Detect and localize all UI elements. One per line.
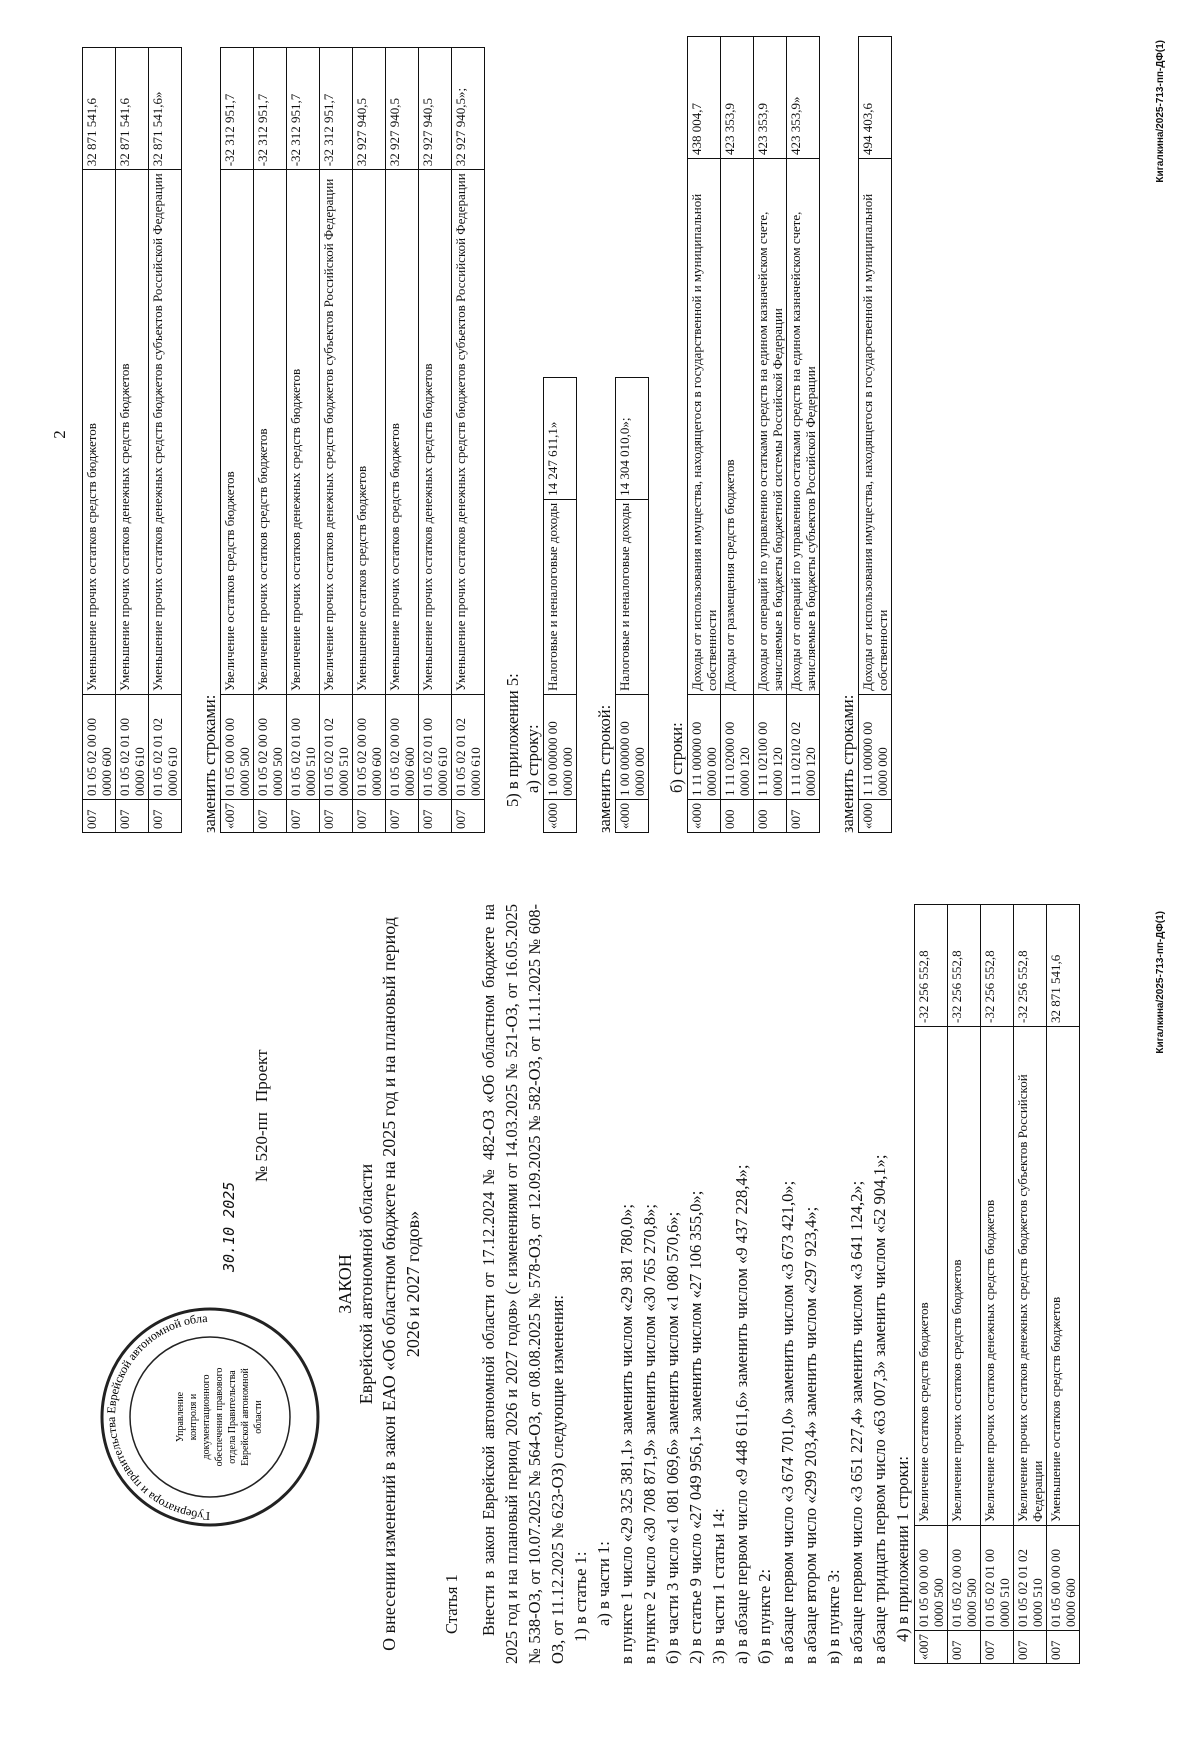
admin-code-cell: 007 — [1014, 1631, 1047, 1664]
description-cell: Доходы от использования имущества, находящегося в государственной и муниципальной собственности — [859, 159, 892, 695]
table-b — [220, 47, 485, 833]
amount-cell: -32 312 951,7 — [287, 48, 320, 170]
table-row — [1014, 905, 1047, 1664]
admin-code-cell: 007 — [981, 1631, 1014, 1664]
admin-code-cell: 007 — [254, 800, 287, 833]
table-row — [419, 48, 452, 833]
amount-cell: -32 312 951,7 — [320, 48, 353, 170]
svg-text:Управление: Управление — [175, 1391, 186, 1443]
budget-code-cell: 01 05 00 00 00 0000 500 — [915, 1526, 948, 1631]
stamp-seal-icon — [95, 1302, 325, 1532]
table-row — [915, 905, 948, 1664]
amendment-item: 4) в приложении 1 строки: — [893, 1456, 912, 1642]
amount-cell: 32 927 940,5 — [419, 48, 452, 170]
page-1 — [0, 871, 1200, 1742]
table-row — [544, 377, 577, 832]
table-row — [859, 37, 892, 833]
budget-code-cell: 01 05 00 00 00 0000 500 — [221, 695, 254, 800]
budget-code-cell: 01 05 02 01 00 0000 610 — [419, 695, 452, 800]
admin-code-cell: «000 — [544, 800, 577, 833]
amendment-list — [569, 904, 914, 1664]
admin-code-cell: 007 — [419, 800, 452, 833]
budget-code-cell: 01 05 02 01 00 0000 510 — [287, 695, 320, 800]
table-row — [787, 37, 820, 833]
table-row — [320, 48, 353, 833]
handwritten-date: 30.10 2025 — [220, 1181, 238, 1272]
amount-cell: 32 871 541,6» — [149, 48, 182, 170]
table-row — [948, 905, 981, 1664]
budget-code-cell: 01 05 02 01 02 0000 510 — [320, 695, 353, 800]
caption-replace-rows: заменить строками: — [200, 694, 219, 833]
table-row — [616, 377, 649, 832]
table-row — [221, 48, 254, 833]
law-title: ЗАКОН — [335, 1254, 355, 1314]
table-row — [754, 37, 787, 833]
admin-code-cell: «007 — [221, 800, 254, 833]
table-e — [687, 36, 820, 833]
table-row — [149, 48, 182, 833]
amount-cell: 423 353,9 — [754, 37, 787, 159]
description-cell: Увеличение остатков средств бюджетов — [221, 170, 254, 695]
description-cell: Уменьшение остатков средств бюджетов — [1047, 1027, 1080, 1526]
intro-paragraph: Внести в закон Еврейской автономной области от 17.12.2024 № 482-ОЗ «Об областном бюджете на 2025 год и на плановый период 2026 и 2027 годов» (с изменениями от 14.03.2025 № 521-ОЗ, от 16.05.2025 № 538-ОЗ, от 10.07.2025 № 564-ОЗ, от 08.08.2025 № 578-ОЗ, от 12.09.2025 № 582-ОЗ, от 11.11.2025 № 608-ОЗ, от 11.12.2025 № 623-ОЗ) следующие изменения: — [479, 904, 567, 1664]
budget-code-cell: 01 05 02 01 02 0000 510 — [1014, 1526, 1047, 1631]
budget-code-cell: 1 11 02102 02 0000 120 — [787, 695, 820, 800]
caption-b-rows: б) строки: — [667, 722, 686, 793]
table-row — [386, 48, 419, 833]
description-cell: Уменьшение прочих остатков средств бюджетов — [83, 170, 116, 695]
description-cell: Налоговые и неналоговые доходы — [616, 499, 649, 694]
svg-text:контроля и: контроля и — [188, 1393, 199, 1441]
caption-a-row: а) строку: — [523, 724, 542, 793]
amount-cell: -32 256 552,8 — [981, 905, 1014, 1027]
description-cell: Увеличение прочих остатков денежных средств бюджетов — [981, 1027, 1014, 1526]
amount-cell: -32 256 552,8 — [948, 905, 981, 1027]
official-stamp — [95, 1302, 325, 1532]
admin-code-cell: «000 — [616, 800, 649, 833]
article-heading: Статья 1 — [442, 1574, 461, 1634]
description-cell: Увеличение прочих остатков денежных средств бюджетов субъектов Российской Федерации — [320, 170, 353, 695]
caption-section-5: 5) в приложении 5: — [503, 673, 522, 807]
table-row — [353, 48, 386, 833]
amendment-item: в абзаце втором число «299 203,4» заменить числом «297 923,4»; — [801, 1206, 820, 1664]
amount-cell: 32 871 541,6 — [83, 48, 116, 170]
description-cell: Доходы от операций по управлению остатками средств на едином казначейском счете, зачисляемые в бюджеты субъектов Российской Федерации — [787, 159, 820, 695]
description-cell: Уменьшение прочих остатков денежных средств бюджетов субъектов Российской Федерации — [452, 170, 485, 695]
amount-cell: 14 247 611,1» — [544, 377, 577, 499]
law-title-block — [335, 904, 425, 1664]
table-c — [543, 377, 577, 833]
admin-code-cell: «000 — [688, 800, 721, 833]
amendment-item: 2) в статье 9 число «27 049 956,1» заменить числом «27 106 355,0»; — [686, 1190, 705, 1664]
amount-cell: -32 312 951,7 — [221, 48, 254, 170]
admin-code-cell: 007 — [948, 1631, 981, 1664]
amendment-item: в пункте 1 число «29 325 381,1» заменить числом «29 381 780,0»; — [617, 1204, 636, 1664]
admin-code-cell: 007 — [353, 800, 386, 833]
description-cell: Увеличение прочих остатков средств бюджетов — [948, 1027, 981, 1526]
description-cell: Уменьшение прочих остатков средств бюджетов — [386, 170, 419, 695]
budget-code-cell: 01 05 02 01 02 0000 610 — [452, 695, 485, 800]
table-row — [1047, 905, 1080, 1664]
admin-code-cell: 007 — [116, 800, 149, 833]
budget-code-cell: 1 00 00000 00 0000 000 — [616, 695, 649, 800]
caption-replace-row: заменить строкой: — [595, 704, 614, 833]
budget-code-cell: 01 05 02 01 00 0000 610 — [116, 695, 149, 800]
description-cell: Уменьшение прочих остатков денежных средств бюджетов — [116, 170, 149, 695]
amendment-item: 1) в статье 1: — [571, 1551, 590, 1642]
amendment-item: а) в части 1: — [594, 1541, 613, 1626]
description-cell: Увеличение прочих остатков средств бюджетов — [254, 170, 287, 695]
svg-text:отдела Правительства: отдела Правительства — [227, 1370, 238, 1464]
svg-text:обеспечения правового: обеспечения правового — [214, 1367, 225, 1467]
caption-replace-rows-2: заменить строками: — [838, 694, 857, 833]
budget-code-cell: 1 11 00000 00 0000 000 — [859, 695, 892, 800]
admin-code-cell: 007 — [386, 800, 419, 833]
amendment-item: в абзаце тридцать первом число «63 007,3» заменить числом «52 904,1»; — [870, 1154, 889, 1664]
amendment-item: б) в части 3 число «1 081 069,6» заменить числом «1 080 570,6»; — [663, 1211, 682, 1664]
admin-code-cell: 000 — [721, 800, 754, 833]
admin-code-cell: 007 — [787, 800, 820, 833]
admin-code-cell: 007 — [452, 800, 485, 833]
amount-cell: 494 403,6 — [859, 37, 892, 159]
amount-cell: 423 353,9» — [787, 37, 820, 159]
admin-code-cell: «000 — [859, 800, 892, 833]
budget-code-cell: 1 11 00000 00 0000 000 — [688, 695, 721, 800]
table-d — [615, 377, 649, 833]
description-cell: Доходы от операций по управлению остатками средств на едином казначейском счете, зачисляемые в бюджеты бюджетной системы Российской Федерации — [754, 159, 787, 695]
law-subject: О внесении изменений в закон ЕАО «Об областном бюджете на 2025 год и на плановый период 2026 и 2027 годов» — [379, 917, 423, 1651]
amount-cell: 438 004,7 — [688, 37, 721, 159]
description-cell: Увеличение прочих остатков денежных средств бюджетов — [287, 170, 320, 695]
admin-code-cell: 007 — [320, 800, 353, 833]
amount-cell: -32 256 552,8 — [915, 905, 948, 1027]
appendix-1-table — [914, 904, 1080, 1664]
budget-code-cell: 1 00 00000 00 0000 000 — [544, 695, 577, 800]
svg-text:области: области — [253, 1400, 264, 1434]
amount-cell: -32 256 552,8 — [1014, 905, 1047, 1027]
description-cell: Увеличение остатков средств бюджетов — [915, 1027, 948, 1526]
table-row — [981, 905, 1014, 1664]
description-cell: Уменьшение остатков средств бюджетов — [353, 170, 386, 695]
budget-code-cell: 01 05 00 00 00 0000 600 — [1047, 1526, 1080, 1631]
admin-code-cell: 007 — [149, 800, 182, 833]
admin-code-cell: 007 — [1047, 1631, 1080, 1664]
description-cell: Доходы от размещения средств бюджетов — [721, 159, 754, 695]
amount-cell: 32 927 940,5 — [386, 48, 419, 170]
page-footer-2: Кигалкина/2025-713-пп-ДФ(1) — [1155, 40, 1166, 183]
description-cell: Увеличение прочих остатков денежных средств бюджетов субъектов Российской Федерации — [1014, 1027, 1047, 1526]
description-cell: Уменьшение прочих остатков денежных средств бюджетов — [419, 170, 452, 695]
amendment-item: в абзаце первом число «3 674 701,0» заменить числом «3 673 421,0»; — [778, 1180, 797, 1664]
law-body — [440, 904, 1080, 1664]
description-cell: Доходы от использования имущества, находящегося в государственной и муниципальной собственности — [688, 159, 721, 695]
amount-cell: 423 353,9 — [721, 37, 754, 159]
law-region: Еврейской автономной области — [356, 1163, 376, 1405]
amount-cell: 32 927 940,5»; — [452, 48, 485, 170]
budget-code-cell: 01 05 02 00 00 0000 500 — [948, 1526, 981, 1631]
amendment-item: в) в пункте 3: — [824, 1569, 843, 1664]
svg-text:Еврейской автономной: Еврейской автономной — [240, 1368, 251, 1466]
amount-cell: 32 927 940,5 — [353, 48, 386, 170]
admin-code-cell: 007 — [287, 800, 320, 833]
amount-cell: 32 871 541,6 — [116, 48, 149, 170]
admin-code-cell: 000 — [754, 800, 787, 833]
amount-cell: 32 871 541,6 — [1047, 905, 1080, 1027]
table-row — [287, 48, 320, 833]
budget-code-cell: 1 11 02100 00 0000 120 — [754, 695, 787, 800]
page-number: 2 — [50, 430, 69, 439]
table-a — [82, 47, 182, 833]
budget-code-cell: 01 05 02 01 02 0000 610 — [149, 695, 182, 800]
budget-code-cell: 01 05 02 00 00 0000 600 — [83, 695, 116, 800]
table-row — [721, 37, 754, 833]
amount-cell: -32 312 951,7 — [254, 48, 287, 170]
table-row — [116, 48, 149, 833]
table-row — [452, 48, 485, 833]
project-label: Проект — [252, 1049, 271, 1102]
description-cell: Уменьшение прочих остатков денежных средств бюджетов субъектов Российской Федерации — [149, 170, 182, 695]
budget-code-cell: 01 05 02 00 00 0000 500 — [254, 695, 287, 800]
table-row — [688, 37, 721, 833]
budget-code-cell: 01 05 02 00 00 0000 600 — [386, 695, 419, 800]
svg-text:Губернатора и правительства Ев: Губернатора и правительства Еврейской автономной обла — [103, 1311, 211, 1524]
budget-code-cell: 1 11 02000 00 0000 120 — [721, 695, 754, 800]
amendment-item: а) в абзаце первом число «9 448 611,6» заменить числом «9 437 228,4»; — [732, 1164, 751, 1664]
table-row — [254, 48, 287, 833]
admin-code-cell: 007 — [83, 800, 116, 833]
registration-number: № 520-пп — [252, 1112, 271, 1182]
amendment-item: б) в пункте 2: — [755, 1568, 774, 1664]
budget-code-cell: 01 05 02 01 00 0000 510 — [981, 1526, 1014, 1631]
table-row — [83, 48, 116, 833]
description-cell: Налоговые и неналоговые доходы — [544, 499, 577, 694]
svg-text:документационного: документационного — [201, 1374, 212, 1460]
amendment-item: в абзаце первом число «3 651 227,4» заменить числом «3 641 124,2»; — [847, 1180, 866, 1664]
page-footer: Кигалкина/2025-713-пп-ДФ(1) — [1155, 911, 1166, 1054]
amendment-item: в пункте 2 число «30 708 871,9» заменить числом «30 765 270,8»; — [640, 1204, 659, 1664]
table-f — [858, 36, 892, 833]
budget-code-cell: 01 05 02 00 00 0000 600 — [353, 695, 386, 800]
admin-code-cell: «007 — [915, 1631, 948, 1664]
amount-cell: 14 304 010,0»; — [616, 377, 649, 499]
amendment-item: 3) в части 1 статьи 14: — [709, 1508, 728, 1664]
